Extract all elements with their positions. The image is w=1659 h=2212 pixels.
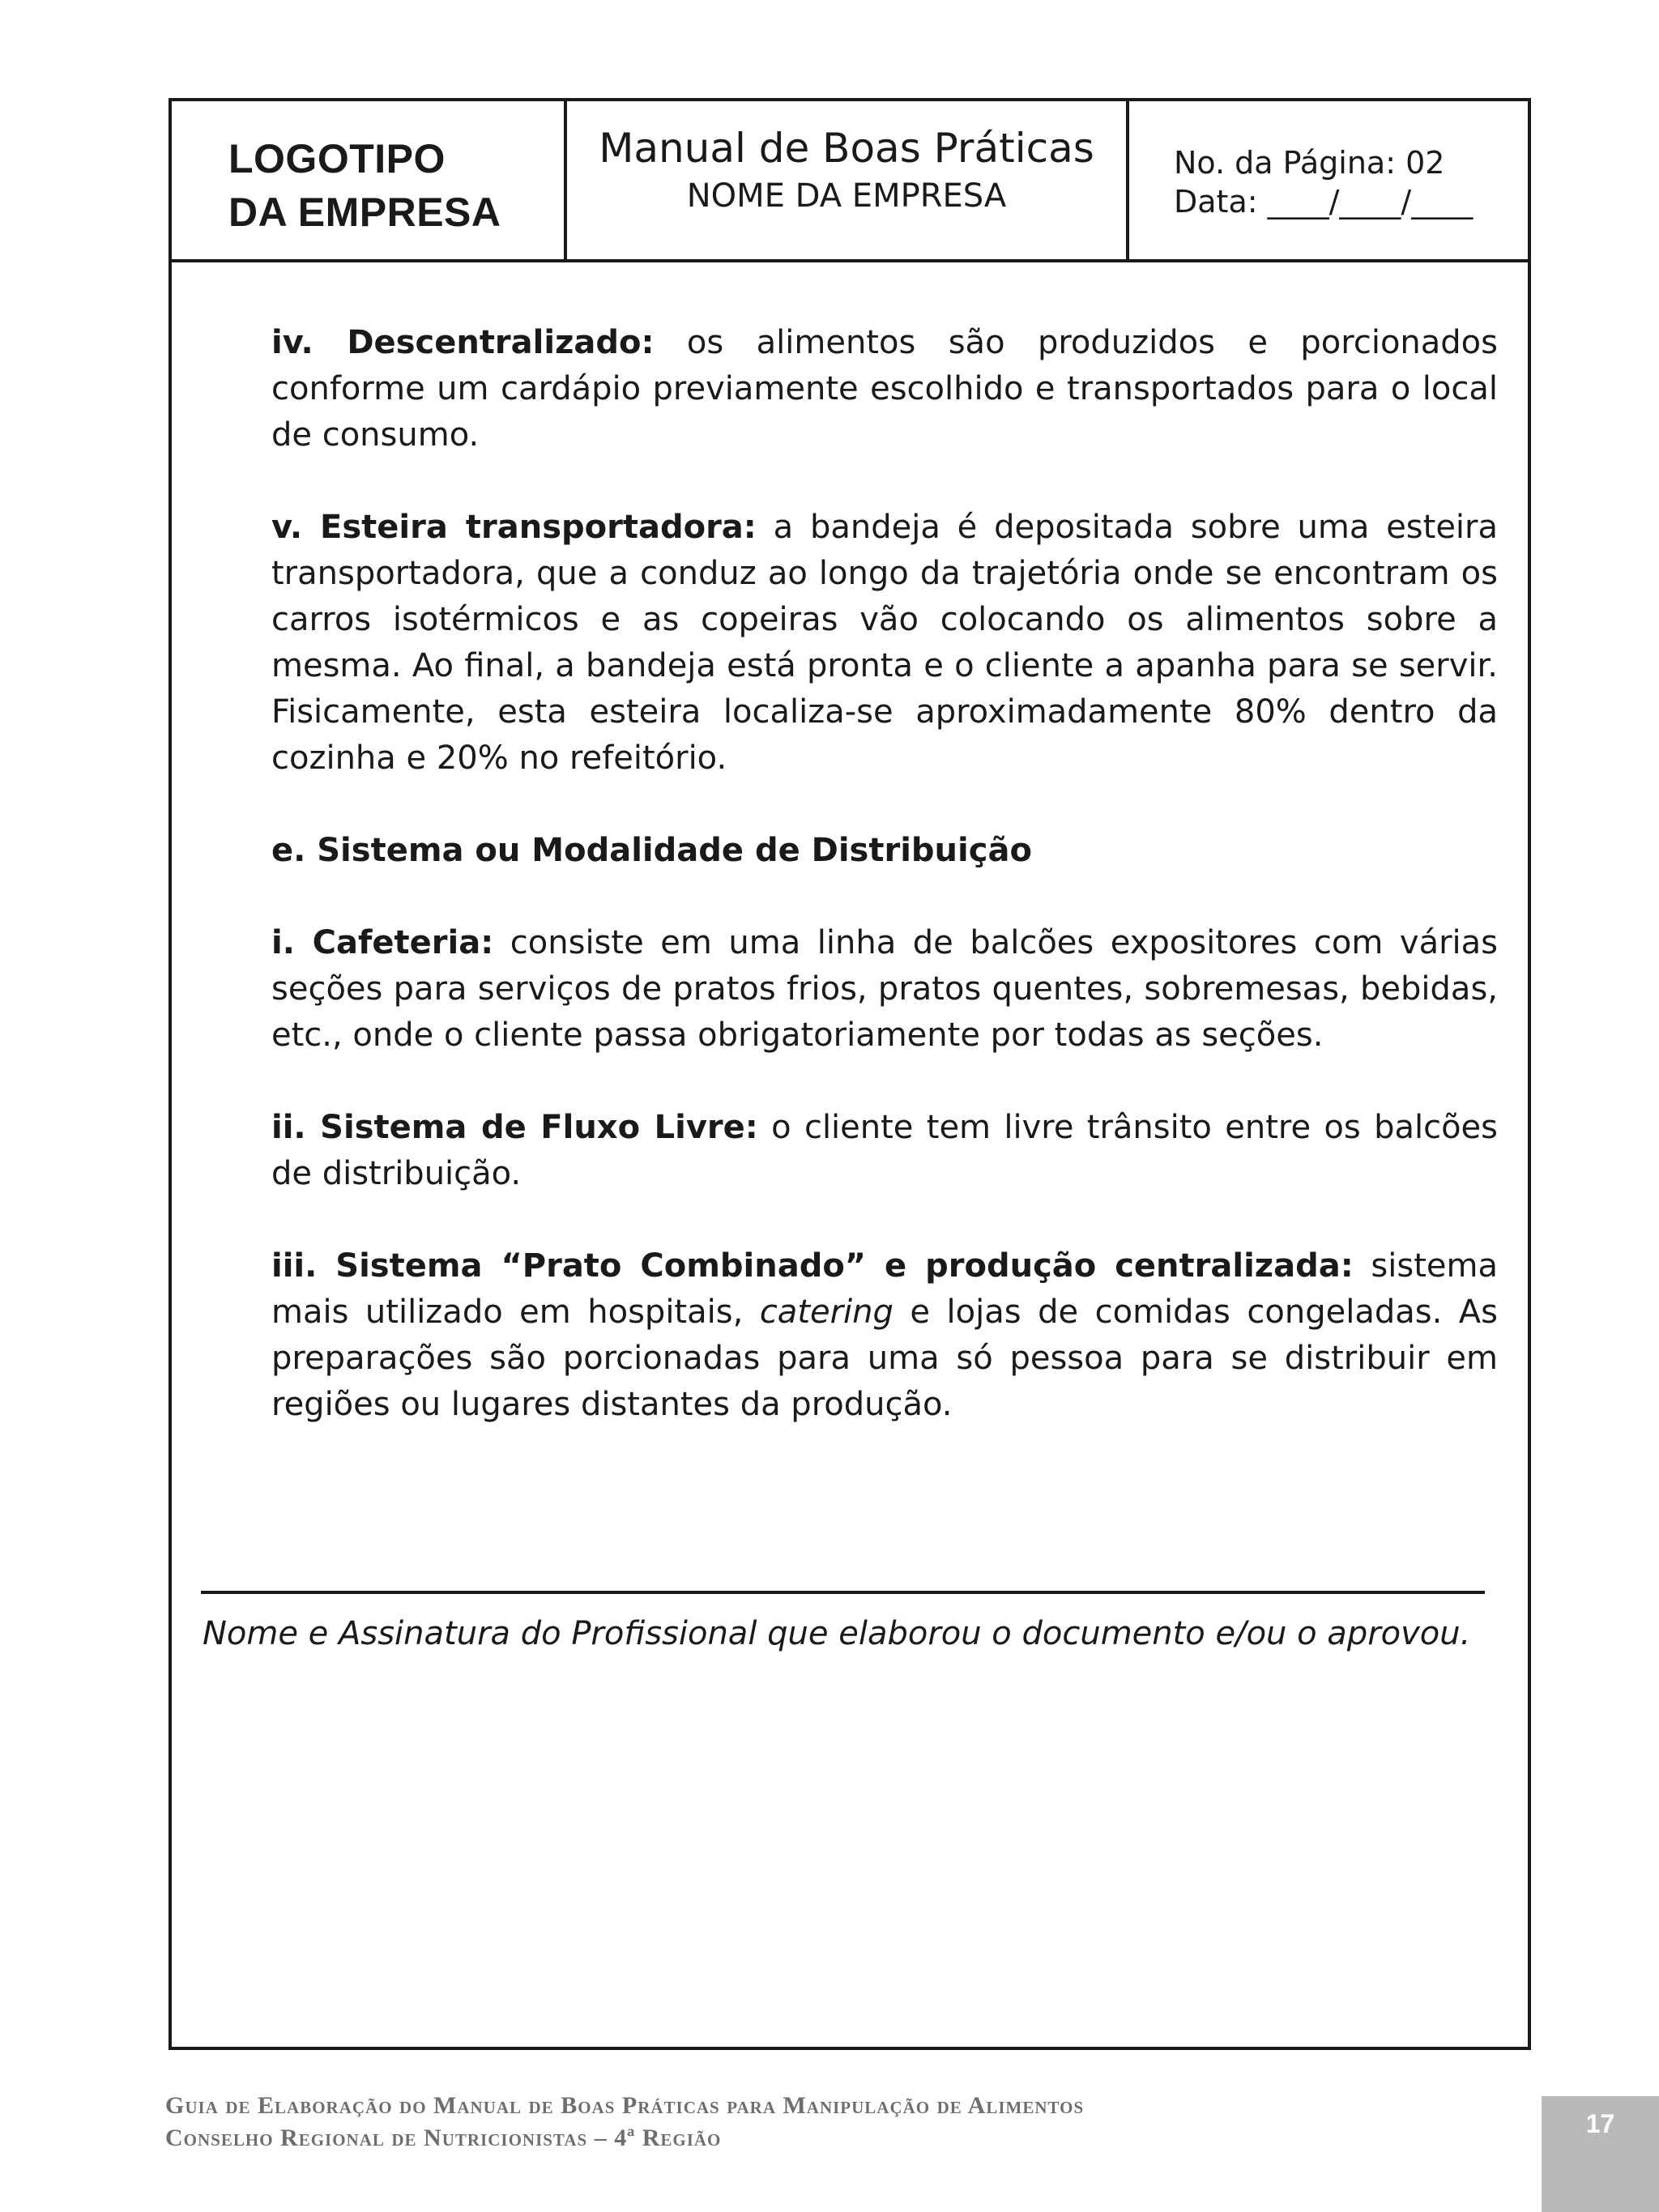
page-number-tab: 17 [1542,2096,1659,2212]
logo-line-1: LOGOTIPO [228,136,446,181]
footer-line-1: Guia de Elaboração do Manual de Boas Práticas para Manipulação de Alimentos [165,2092,1085,2119]
page-meta [1174,143,1473,221]
document-body [271,320,1498,1428]
manual-title: Manual de Boas Práticas [599,125,1094,172]
paragraph-text: a bandeja é depositada sobre uma esteira transportadora, que a conduz ao longo da trajetória onde se encontram os carros isotérmicos e as copeiras vão colocando os alimentos sobre a mesma. Ao final, a bandeja está pronta e o cliente a apanha para se servir. Fisicamente, esta esteira localiza-se aproximadamente 80% dentro da cozinha e 20% no refeitório. [271,509,1498,777]
signature-line [201,1591,1485,1594]
document-header [172,101,1528,262]
page-footer [165,2090,1084,2154]
paragraph-fluxo-livre [271,1105,1498,1197]
paragraph-cafeteria [271,920,1498,1059]
paragraph-descentralizado [271,320,1498,458]
paragraph-prato-combinado [271,1243,1498,1428]
paragraph-text: sistema mais utilizado em hospitais, [271,1247,1498,1331]
title-cell [567,101,1129,259]
logo-line-2: DA EMPRESA [228,190,501,235]
paragraph-label: iv. Descentralizado: [271,324,655,361]
paragraph-label: i. Cafeteria: [271,924,494,961]
paragraph-text: o cliente tem livre trânsito entre os balcões de distribuição. [271,1109,1498,1192]
paragraph-label: iii. Sistema “Prato Combinado” e produção centralizada: [271,1247,1354,1285]
paragraph-italic-term: catering [759,1294,893,1331]
section-heading: e. Sistema ou Modalidade de Distribuição [271,832,1032,869]
signature-caption: Nome e Assinatura do Profissional que elaborou o documento e/ou o aprovou. [203,1615,1471,1652]
page-number: No. da Página: 02 [1174,145,1445,181]
paragraph-label: ii. Sistema de Fluxo Livre: [271,1109,758,1146]
paragraph-text: os alimentos são produzidos e porcionados conforme um cardápio previamente escolhido e transportados para o local de consumo. [271,324,1498,454]
date-field: Data: ____/____/____ [1174,184,1473,219]
meta-cell [1129,101,1528,259]
footer-line-2: Conselho Regional de Nutricionistas – 4ª Região [165,2125,722,2151]
paragraph-label: v. Esteira transportadora: [271,509,757,546]
paragraph-esteira [271,505,1498,782]
company-name: NOME DA EMPRESA [686,177,1007,215]
company-logo-placeholder [228,132,501,239]
paragraph-text: consiste em uma linha de balcões expositores com várias seções para serviços de pratos frios, pratos quentes, sobremesas, bebidas, etc., onde o cliente passa obrigatoriamente por todas as seções. [271,924,1498,1054]
paragraph-text: e lojas de comidas congeladas. As preparações são porcionadas para uma só pessoa para se distribuir em regiões ou lugares distantes da produção. [271,1294,1499,1423]
logo-cell [172,101,567,259]
